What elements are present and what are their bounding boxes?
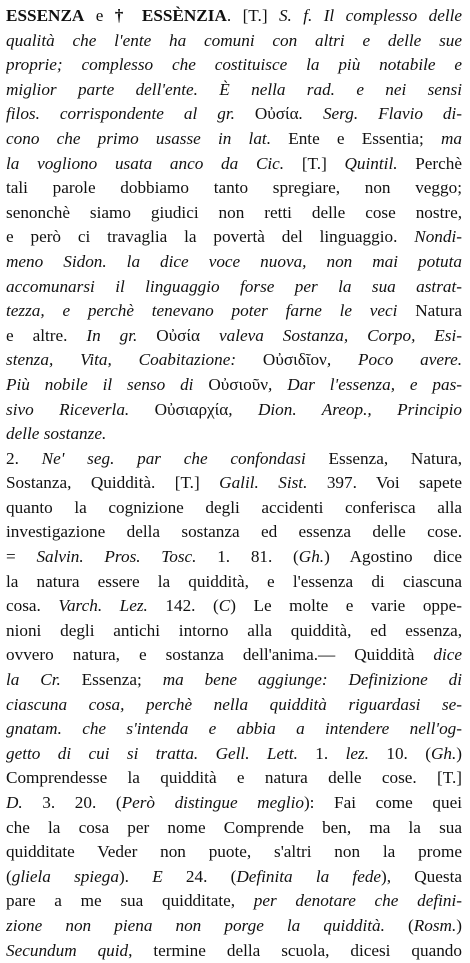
roman-text: senonchè siamo giudici non retti delle cose nostre, — [6, 202, 462, 222]
headword: † ESSÈNZIA — [114, 6, 227, 25]
greek-term: Οὐσιαρχία — [154, 399, 229, 419]
roman-text: 142. ( — [147, 596, 219, 616]
italic-text: qualità che l'ente ha comuni con altri e delle sue — [6, 30, 462, 50]
italic-text: gnatam. che s'intenda e abbia a intendere nell'og- — [6, 719, 462, 739]
text-line — [6, 176, 462, 201]
text-line — [6, 939, 462, 963]
roman-text: = — [6, 547, 37, 567]
text-line — [6, 619, 462, 644]
roman-text: ovvero natura, e sostanza dell'anima.— Quiddità — [6, 645, 434, 665]
roman-text: 397. Voi sapete — [307, 473, 462, 493]
greek-term: Οὐσία — [254, 104, 299, 124]
italic-text: Secundum quid — [6, 940, 129, 960]
text-line — [6, 29, 462, 54]
roman-text: ) Agostino dice — [324, 547, 462, 567]
text-line — [6, 398, 462, 423]
roman-text: Essenza; — [60, 670, 163, 690]
roman-text: e altre. — [6, 325, 87, 345]
text-line — [6, 422, 462, 447]
text-line — [6, 570, 462, 595]
italic-text: D. — [6, 793, 23, 812]
italic-text: dice — [433, 645, 462, 665]
italic-text: Nondi- — [414, 227, 462, 247]
text-line — [6, 717, 462, 742]
text-line — [6, 4, 462, 29]
italic-text: Più nobile il senso di — [6, 374, 209, 394]
roman-text: 3. 20. ( — [22, 793, 122, 812]
italic-text: In gr. — [86, 325, 157, 345]
text-line — [6, 275, 462, 300]
roman-text: . [T.] — [226, 6, 279, 25]
roman-text: nioni degli antichi intorno alla quiddità, ed essenza, — [6, 620, 462, 640]
text-line — [6, 348, 462, 373]
italic-text: Rosm. — [413, 915, 457, 935]
italic-text: valeva Sostanza, Corpo, Esi- — [200, 325, 462, 345]
italic-text: ma bene aggiunge: Definizione di — [162, 670, 462, 690]
roman-text: 2. — [6, 448, 42, 468]
italic-text: la vogliono usata anco da Cic. — [6, 153, 285, 173]
roman-text: 1. — [297, 743, 346, 763]
text-line — [6, 225, 462, 250]
italic-text: delle sostanze. — [6, 424, 107, 444]
italic-text: per denotare che defini- — [253, 891, 462, 911]
roman-text: Perchè — [397, 153, 462, 173]
text-line — [6, 766, 462, 791]
italic-text: tezza, e perchè tenevano poter farne le veci — [6, 301, 398, 321]
italic-text: meno Sidon. la dice voce nuova, non mai potuta — [6, 251, 462, 271]
roman-text: ) — [456, 743, 462, 763]
text-line — [6, 840, 462, 865]
italic-text: Definita la fede — [236, 866, 382, 886]
roman-text: ) Le molte e varie oppe- — [230, 596, 462, 616]
italic-text: , Poco avere. — [326, 350, 462, 370]
text-line — [6, 78, 462, 103]
roman-text: ), Questa — [381, 866, 462, 886]
roman-text: Comprendesse la quiddità e natura delle cose. [T.] — [6, 768, 462, 788]
roman-text: , termine della scuola, dicesi quando — [128, 940, 462, 960]
italic-text: C — [218, 596, 231, 616]
roman-text: Natura — [397, 301, 462, 321]
text-line — [6, 889, 462, 914]
italic-text: . Serg. Flavio di- — [298, 104, 462, 124]
italic-text: accomunarsi il linguaggio forse per la sua astrat- — [6, 276, 462, 296]
roman-text: quidditate Veder non puote, s'altri non la prome — [6, 842, 462, 862]
roman-text: 1. 81. ( — [196, 547, 299, 567]
headword: ESSENZA — [6, 6, 85, 25]
text-line — [6, 373, 462, 398]
roman-text: [T.] — [284, 153, 345, 173]
italic-text: lez. — [345, 743, 369, 763]
text-line — [6, 152, 462, 177]
italic-text: Gh. — [298, 547, 325, 567]
italic-text: gliela spiega — [11, 866, 119, 886]
italic-text: Galil. Sist. — [219, 473, 308, 493]
roman-text: investigazione della sostanza ed essenza delle cose. — [6, 522, 462, 542]
italic-text: , Dion. Areop., Principio — [228, 399, 462, 419]
roman-text: Ente e Essentia; — [271, 128, 441, 148]
italic-text: ma — [440, 128, 462, 148]
italic-text: Quintil. — [344, 153, 398, 173]
italic-text: filos. corrispondente al gr. — [6, 104, 255, 124]
text-line — [6, 791, 462, 816]
text-line — [6, 545, 462, 570]
italic-text: S. f. Il complesso delle — [278, 6, 462, 25]
roman-text: 24. ( — [162, 866, 237, 886]
roman-text: che la cosa per nome Comprende ben, ma la sua — [6, 817, 462, 837]
italic-text: miglior parte dell'ente. È nella rad. e nei sensi — [6, 79, 462, 99]
text-line — [6, 471, 462, 496]
italic-text: , Dar l'essenza, e pas- — [268, 374, 462, 394]
roman-text: ). — [118, 866, 153, 886]
roman-text: ( — [384, 915, 414, 935]
text-line — [6, 299, 462, 324]
text-line — [6, 594, 462, 619]
roman-text: 10. ( — [368, 743, 431, 763]
text-line — [6, 668, 462, 693]
roman-text: cosa. — [6, 596, 59, 616]
text-line — [6, 447, 462, 472]
greek-term: Οὐσιδῖον — [262, 350, 327, 370]
text-line — [6, 250, 462, 275]
text-line — [6, 693, 462, 718]
text-line — [6, 201, 462, 226]
italic-text: sivo Riceverla. — [6, 399, 155, 419]
text-line — [6, 643, 462, 668]
text-line — [6, 914, 462, 939]
italic-text: stenza, Vita, Coabitazione: — [6, 350, 263, 370]
dictionary-entry-essenza — [6, 4, 462, 963]
roman-text: pare a me sua quidditate, — [6, 891, 254, 911]
text-line — [6, 53, 462, 78]
italic-text: E — [152, 866, 163, 886]
italic-text: ciascuna cosa, perchè nella quiddità riguardasi se- — [6, 694, 462, 714]
italic-text: Varch. Lez. — [58, 596, 148, 616]
text-line — [6, 520, 462, 545]
italic-text: getto di cui si tratta. Gell. Lett. — [6, 743, 298, 763]
greek-term: Οὐσιοῦν — [208, 374, 269, 394]
roman-text: Essenza, Natura, — [305, 448, 462, 468]
italic-text: Gh. — [430, 743, 457, 763]
roman-text: Sostanza, Quiddità. [T.] — [6, 473, 220, 493]
roman-text: tali parole dobbiamo tanto spregiare, non veggo; — [6, 178, 462, 198]
roman-text: la natura essere la quiddità, e l'essenza di ciascuna — [6, 571, 462, 591]
italic-text: Salvin. Pros. Tosc. — [36, 547, 197, 567]
text-line — [6, 127, 462, 152]
italic-text: la Cr. — [6, 670, 61, 690]
italic-text: cono che primo usasse in lat. — [6, 128, 271, 148]
text-line — [6, 324, 462, 349]
text-line — [6, 816, 462, 841]
text-line — [6, 865, 462, 890]
text-line — [6, 102, 462, 127]
roman-text: ): Fai come quei — [303, 793, 462, 812]
italic-text: Ne' seg. par che confondasi — [41, 448, 306, 468]
roman-text: ) — [456, 915, 462, 935]
italic-text: zione non piena non porge la quiddità. — [6, 915, 385, 935]
text-line — [6, 496, 462, 521]
roman-text: quanto la cognizione degli accidenti conferisca alla — [6, 497, 462, 517]
greek-term: Οὐσία — [156, 325, 201, 345]
italic-text: proprie; complesso che costituisce la più notabile e — [6, 55, 462, 75]
roman-text: e però ci travaglia la povertà del linguaggio. — [6, 227, 415, 247]
text-line — [6, 742, 462, 767]
italic-text: Però distingue meglio — [121, 793, 304, 812]
roman-text: ( — [6, 866, 12, 886]
roman-text: e — [84, 6, 115, 25]
